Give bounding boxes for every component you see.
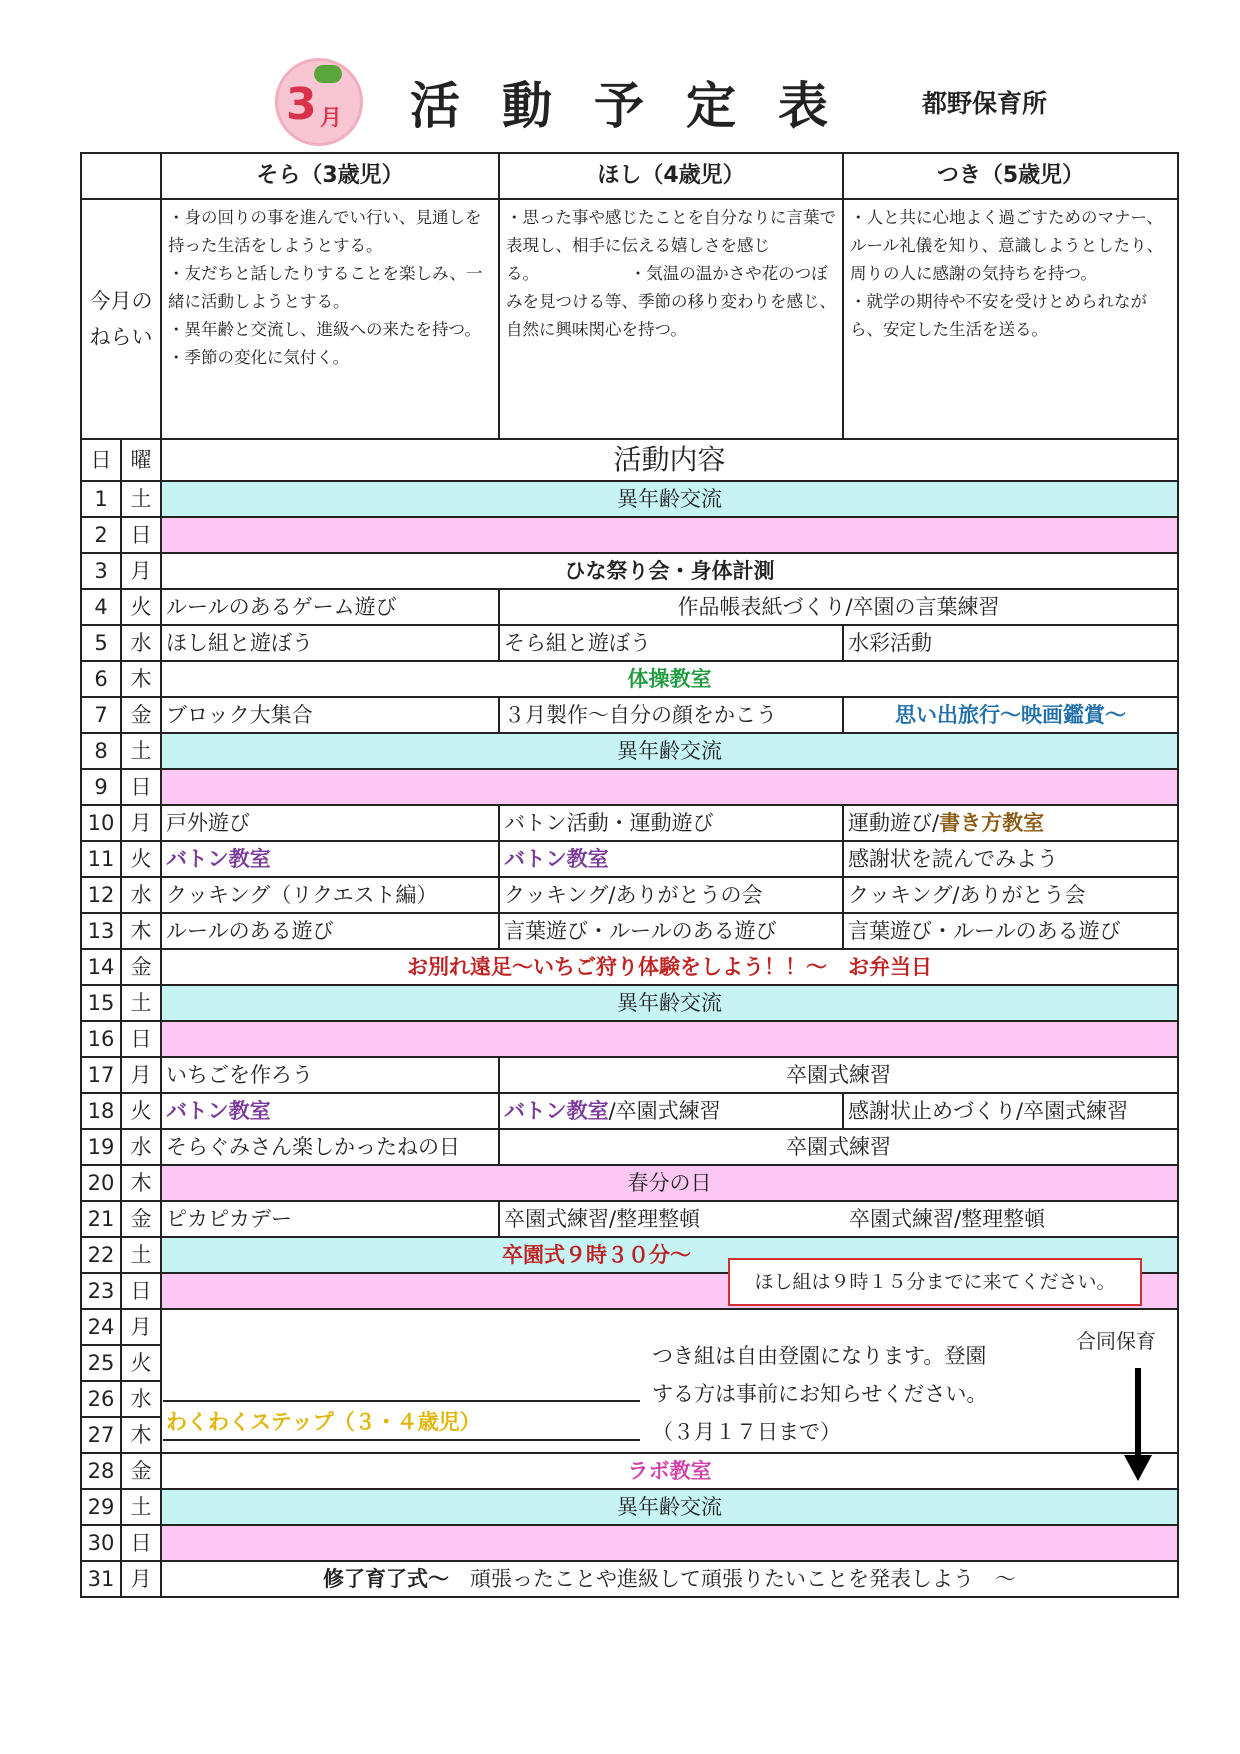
- activity-hoshi: クッキング/ありがとうの会: [499, 877, 843, 913]
- weekday: 土: [121, 733, 161, 769]
- page-title: 活動予定表: [410, 77, 870, 135]
- activity-sora: バトン教室: [161, 1093, 499, 1129]
- activity-hoshi-tsuki: 作品帳表紙づくり/卒園の言葉練習: [499, 589, 1178, 625]
- activity-all: 異年齢交流: [161, 1489, 1178, 1525]
- month-badge-icon: [275, 58, 363, 146]
- activity-hoshi-tsuki: [499, 1201, 1178, 1237]
- down-arrow-icon: [1135, 1368, 1141, 1458]
- tsuki-note-line: する方は事前にお知らせください。: [652, 1382, 988, 1406]
- activity-all: [161, 517, 1178, 553]
- col-sora: そら（3歳児）: [161, 153, 499, 199]
- col-hoshi: ほし（4歳児）: [499, 153, 843, 199]
- day-num: 10: [81, 805, 121, 841]
- org-name: 都野保育所: [922, 89, 1048, 118]
- activity-tsuki: 感謝状を読んでみよう: [843, 841, 1178, 877]
- weekday: 日: [121, 1273, 161, 1309]
- activity-hoshi: 卒園式練習/整理整頓: [504, 1207, 701, 1231]
- day-num: 19: [81, 1129, 121, 1165]
- weekday: 金: [121, 1201, 161, 1237]
- arrow-head-icon: [1124, 1455, 1152, 1481]
- activity-sora: ルールのある遊び: [161, 913, 499, 949]
- activity-sora: ブロック大集合: [161, 697, 499, 733]
- goal-hoshi: ・思った事や感じたことを自分なりに言葉で表現し、相手に伝える嬉しさを感じる。 ・気温の温かさや花のつぼみを見つける等、季節の移り変わりを感じ、自然に興味関心を持つ。: [499, 199, 843, 439]
- weekday: 土: [121, 1489, 161, 1525]
- day-num: 31: [81, 1561, 121, 1597]
- activity-all: ラボ教室: [161, 1453, 1178, 1489]
- completion-ceremony: 修了育了式～: [323, 1567, 449, 1591]
- activity-tsuki-part: 運動遊び/: [848, 811, 940, 835]
- day-num: 5: [81, 625, 121, 661]
- activity-tsuki: 言葉遊び・ルールのある遊び: [843, 913, 1178, 949]
- day-num: 1: [81, 481, 121, 517]
- day-num: 22: [81, 1237, 121, 1273]
- day-header: 日: [81, 439, 121, 481]
- day-num: 30: [81, 1525, 121, 1561]
- header: [0, 50, 1240, 150]
- activity-all: [161, 1021, 1178, 1057]
- activity-header: 活動内容: [161, 439, 1178, 481]
- day-num: 25: [81, 1345, 121, 1381]
- weekday: 金: [121, 697, 161, 733]
- activity-hoshi-baton: バトン教室: [504, 1099, 609, 1123]
- weekday: 月: [121, 1057, 161, 1093]
- day-num: 29: [81, 1489, 121, 1525]
- weekday: 土: [121, 1237, 161, 1273]
- weekday: 火: [121, 589, 161, 625]
- day-num: 14: [81, 949, 121, 985]
- badge-month: 月: [320, 106, 343, 131]
- activity-hoshi-tsuki: 卒園式練習: [499, 1057, 1178, 1093]
- weekday: 月: [121, 553, 161, 589]
- activity-hoshi: [499, 1093, 843, 1129]
- activity-sora: そらぐみさん楽しかったねの日: [161, 1129, 499, 1165]
- activity-sora: 戸外遊び: [161, 805, 499, 841]
- goal-sora: ・身の回りの事を進んでい行い、見通しを持った生活をしようとする。 ・友だちと話したりすることを楽しみ、一緒に活動しようとする。 ・異年齢と交流し、進級への来たを持つ。 ・季節の変化に気付く。: [161, 199, 499, 439]
- day-num: 27: [81, 1417, 121, 1453]
- day-num: 3: [81, 553, 121, 589]
- col-tsuki: つき（5歳児）: [843, 153, 1178, 199]
- day-num: 15: [81, 985, 121, 1021]
- day-num: 18: [81, 1093, 121, 1129]
- weekday: 水: [121, 1381, 161, 1417]
- day-num: 21: [81, 1201, 121, 1237]
- activity-tsuki: 水彩活動: [843, 625, 1178, 661]
- weekday: 木: [121, 913, 161, 949]
- weekday: 月: [121, 805, 161, 841]
- activity-sora: ピカピカデー: [161, 1201, 499, 1237]
- activity-sora: バトン教室: [161, 841, 499, 877]
- goal-label: 今月の ねらい: [81, 199, 161, 439]
- day-num: 6: [81, 661, 121, 697]
- weekday: 金: [121, 1453, 161, 1489]
- activity-all: 体操教室: [161, 661, 1178, 697]
- activity-tsuki: 思い出旅行～映画鑑賞～: [843, 697, 1178, 733]
- activity-tsuki: 卒園式練習/整理整頓: [849, 1207, 1046, 1231]
- weekday: 土: [121, 985, 161, 1021]
- weekday: 木: [121, 661, 161, 697]
- tsuki-note: [652, 1337, 1032, 1451]
- weekday: 金: [121, 949, 161, 985]
- weekday: 月: [121, 1561, 161, 1597]
- weekday: 水: [121, 625, 161, 661]
- day-num: 20: [81, 1165, 121, 1201]
- weekday-header: 曜: [121, 439, 161, 481]
- activity-hoshi-rest: /卒園式練習: [608, 1099, 721, 1123]
- weekday: 日: [121, 1525, 161, 1561]
- activity-tsuki-calligraphy: 書き方教室: [939, 811, 1045, 835]
- activity-all: [161, 1525, 1178, 1561]
- activity-all: お別れ遠足～いちご狩り体験をしよう！！～ お弁当日: [161, 949, 1178, 985]
- activity-all: 異年齢交流: [161, 733, 1178, 769]
- activity-all: 異年齢交流: [161, 985, 1178, 1021]
- weekday: 水: [121, 1129, 161, 1165]
- day-num: 23: [81, 1273, 121, 1309]
- activity-hoshi: そら組と遊ぼう: [499, 625, 843, 661]
- activity-all: 春分の日: [161, 1165, 1178, 1201]
- weekday: 土: [121, 481, 161, 517]
- activity-tsuki: [843, 805, 1178, 841]
- activity-tsuki: 感謝状止めづくり/卒園式練習: [843, 1093, 1178, 1129]
- badge-number: 3: [286, 79, 317, 130]
- day-num: 2: [81, 517, 121, 553]
- activity-all: ひな祭り会・身体計測: [161, 553, 1178, 589]
- day-num: 7: [81, 697, 121, 733]
- activity-hoshi: 言葉遊び・ルールのある遊び: [499, 913, 843, 949]
- activity-hoshi: バトン教室: [499, 841, 843, 877]
- weekday: 日: [121, 517, 161, 553]
- flower-icon: [314, 65, 342, 83]
- activity-hoshi-tsuki: 卒園式練習: [499, 1129, 1178, 1165]
- activity-tsuki: クッキング/ありがとう会: [843, 877, 1178, 913]
- weekday: 火: [121, 841, 161, 877]
- weekday: 火: [121, 1345, 161, 1381]
- joint-care-label: 合同保育: [1076, 1329, 1156, 1353]
- day-num: 9: [81, 769, 121, 805]
- weekday: 火: [121, 1093, 161, 1129]
- activity-sora: いちごを作ろう: [161, 1057, 499, 1093]
- activity-all: [161, 769, 1178, 805]
- activity-sora: ほし組と遊ぼう: [161, 625, 499, 661]
- day-num: 12: [81, 877, 121, 913]
- notice-box: ほし組は９時１５分までに来てください。: [728, 1258, 1142, 1306]
- divider: [163, 1439, 640, 1441]
- activity-all: 卒園式９時３０分～: [161, 1237, 1178, 1273]
- activity-hoshi: ３月製作～自分の顔をかこう: [499, 697, 843, 733]
- completion-ceremony-desc: 頑張ったことや進級して頑張りたいことを発表しよう ～: [449, 1567, 1016, 1591]
- tsuki-note-line: つき組は自由登園になります。登園: [652, 1344, 987, 1368]
- day-num: 28: [81, 1453, 121, 1489]
- day-num: 24: [81, 1309, 121, 1345]
- day-num: 16: [81, 1021, 121, 1057]
- tsuki-note-line: （３月１７日まで）: [652, 1420, 841, 1444]
- weekday: 水: [121, 877, 161, 913]
- activity-all: 異年齢交流: [161, 481, 1178, 517]
- weekday: 木: [121, 1417, 161, 1453]
- day-num: 4: [81, 589, 121, 625]
- day-num: 26: [81, 1381, 121, 1417]
- activity-hoshi: バトン活動・運動遊び: [499, 805, 843, 841]
- weekday: 木: [121, 1165, 161, 1201]
- weekday: 日: [121, 1021, 161, 1057]
- day-num: 13: [81, 913, 121, 949]
- activity-sora: クッキング（リクエスト編）: [161, 877, 499, 913]
- weekday: 月: [121, 1309, 161, 1345]
- day-num: 8: [81, 733, 121, 769]
- activity-sora: ルールのあるゲーム遊び: [161, 589, 499, 625]
- divider: [163, 1400, 640, 1402]
- day-num: 11: [81, 841, 121, 877]
- waku-step-text: わくわくステップ（３・４歳児）: [166, 1410, 481, 1434]
- activity-all: [161, 1561, 1178, 1597]
- day-num: 17: [81, 1057, 121, 1093]
- weekday: 日: [121, 769, 161, 805]
- goal-tsuki: ・人と共に心地よく過ごすためのマナー、ルール礼儀を知り、意識しようとしたり、周りの人に感謝の気持ちを持つ。 ・就学の期待や不安を受けとめられながら、安定した生活を送る。: [843, 199, 1178, 439]
